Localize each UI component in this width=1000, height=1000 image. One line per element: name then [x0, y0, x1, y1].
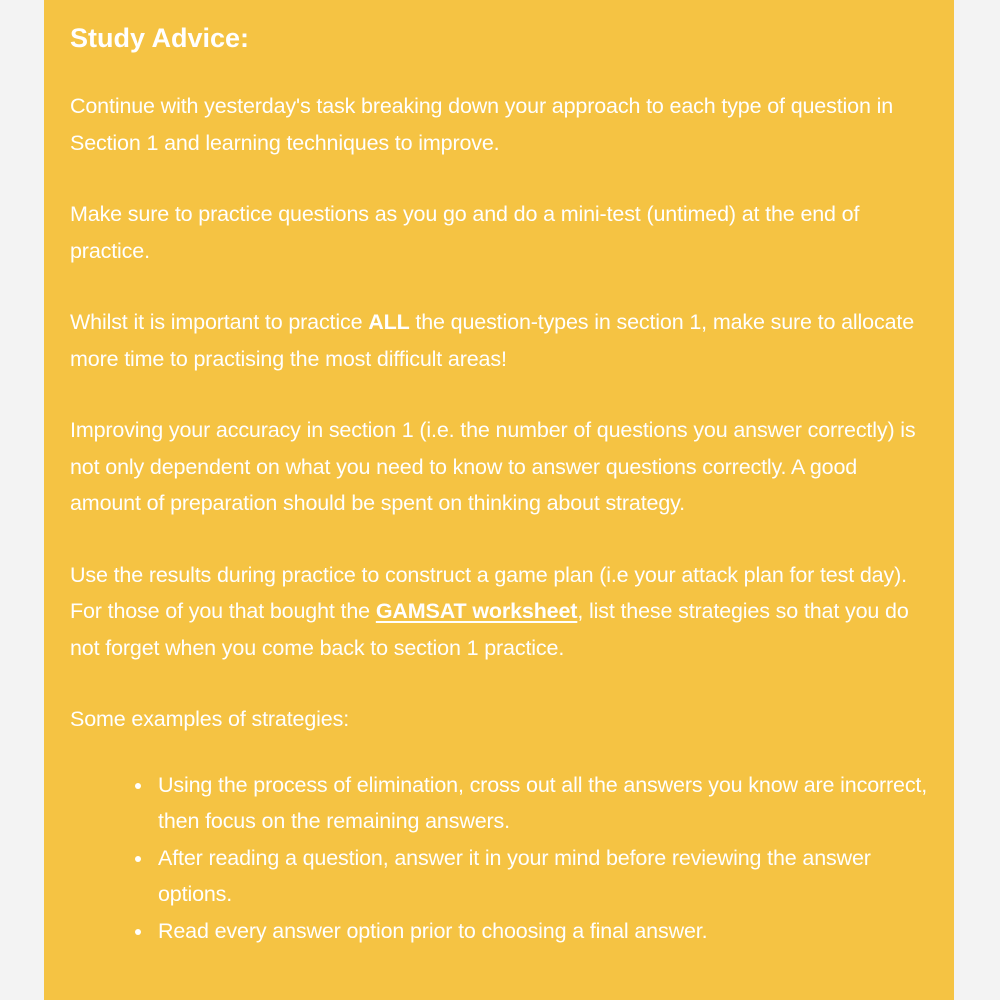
paragraph-practice-all: [70, 304, 928, 377]
paragraph-game-plan: [70, 557, 928, 667]
paragraph-continue-task: Continue with yesterday's task breaking down your approach to each type of question in Section 1 and learning techniques to improve.: [70, 94, 894, 155]
list-item: • Using the process of elimination, cross out all the answers you know are incorrect, then focus on the remaining answers.: [154, 767, 928, 840]
study-advice-heading: Study Advice:: [70, 23, 250, 53]
paragraph-improving-accuracy: Improving your accuracy in section 1 (i.e. the number of questions you answer correctly) is not only dependent on what you need to know to answer questions correctly. A good amount of preparation should be spent on thinking about strategy.: [70, 418, 916, 515]
list-item: • After reading a question, answer it in your mind before reviewing the answer options.: [154, 840, 928, 913]
paragraph-game-plan-lead: Use the results during practice to construct a game plan (i.e your attack plan for test day). For those of you that bought the: [70, 562, 907, 623]
emphasis-all: ALL: [368, 310, 410, 334]
study-advice-card: [44, 0, 954, 1000]
paragraph-practice-questions: Make sure to practice questions as you go and do a mini-test (untimed) at the end of practice.: [70, 202, 860, 263]
paragraph-strategy-examples-intro: Some examples of strategies:: [70, 707, 350, 731]
list-item: • Read every answer option prior to choosing a final answer.: [154, 913, 928, 950]
paragraph-practice-all-lead: Whilst it is important to practice: [70, 310, 369, 334]
paragraph-game-plan-tail: , list these strategies so that you do not forget when you come back to section 1 practice.: [70, 599, 909, 660]
paragraph-practice-all-tail: the question-types in section 1, make sure to allocate more time to practising the most difficult areas!: [70, 310, 915, 371]
gamsat-worksheet-link[interactable]: GAMSAT worksheet: [375, 599, 578, 623]
strategy-list: [70, 767, 928, 950]
